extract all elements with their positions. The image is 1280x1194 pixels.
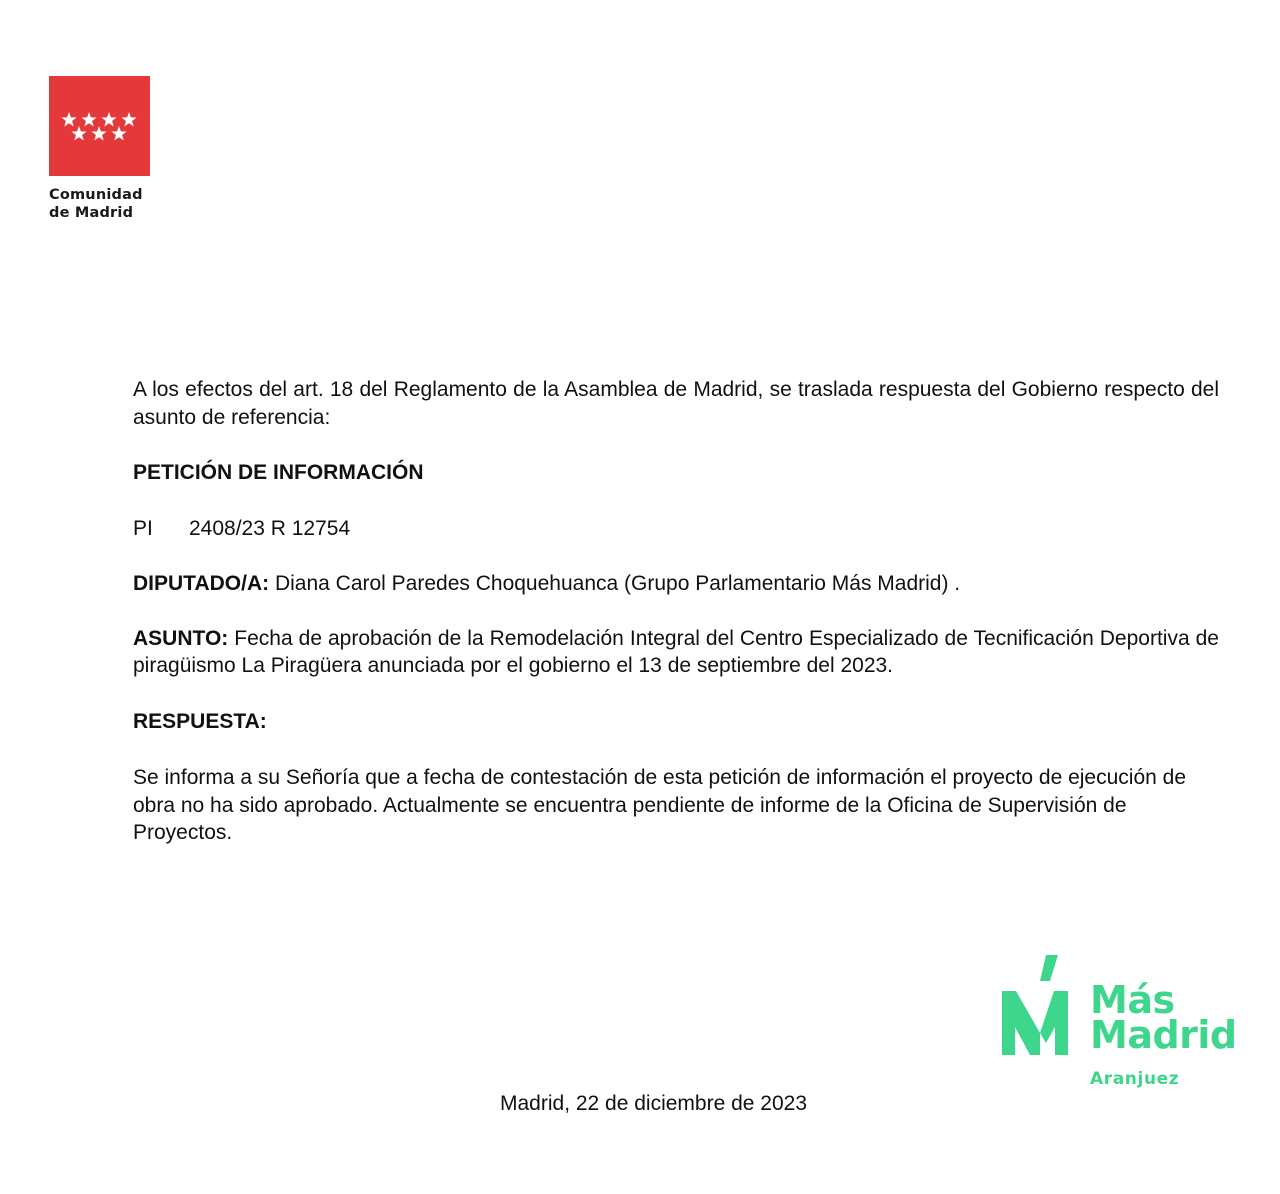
diputado-value: Diana Carol Paredes Choquehuanca (Grupo Parlamentario Más Madrid) .	[274, 572, 961, 595]
mas-madrid-m-icon	[1002, 955, 1082, 1055]
pi-label: PI	[133, 516, 153, 540]
logo-wordmark	[49, 186, 151, 222]
logo-red-square	[49, 76, 150, 176]
pi-reference	[133, 515, 1219, 543]
document-date: Madrid, 22 de diciembre de 2023	[500, 1092, 808, 1115]
asunto-value: Fecha de aprobación de la Remodelación Integral del Centro Especializado de Tecnificación Deportiva de piragüismo La Piragüera anunciada por el gobierno el 13 de septiembre del 2023.	[133, 626, 1219, 677]
mas-madrid-subtitle: Aranjuez	[1090, 1069, 1180, 1089]
diputado-line	[133, 570, 1219, 598]
comunidad-de-madrid-logo	[49, 76, 151, 222]
mas-madrid-logo	[1002, 955, 1242, 1095]
pi-number: 2408/23 R 12754	[189, 516, 351, 540]
respuesta-label: RESPUESTA:	[133, 709, 267, 733]
diputado-label: DIPUTADO/A:	[133, 572, 270, 595]
document-body	[133, 376, 1219, 847]
mas-madrid-wordmark	[1090, 978, 1237, 1057]
seven-stars-icon	[49, 76, 150, 176]
mas-madrid-line-2: Madrid	[1090, 1013, 1237, 1057]
asunto-label: ASUNTO:	[133, 626, 229, 650]
mas-madrid-line-1: Más	[1090, 978, 1175, 1022]
logo-line-1: Comunidad	[49, 187, 143, 203]
intro-paragraph: A los efectos del art. 18 del Reglamento de la Asamblea de Madrid, se traslada respuesta del Gobierno respecto del asunto de referencia:	[133, 378, 1219, 429]
asunto-paragraph	[133, 625, 1219, 680]
respuesta-paragraph: Se informa a su Señoría que a fecha de contestación de esta petición de información el proyecto de ejecución de obra no ha sido aprobado. Actualmente se encuentra pendiente de informe de la Oficina de Supervisión de Proyectos.	[133, 766, 1187, 844]
logo-line-2: de Madrid	[49, 205, 134, 221]
document-heading: PETICIÓN DE INFORMACIÓN	[133, 461, 424, 484]
